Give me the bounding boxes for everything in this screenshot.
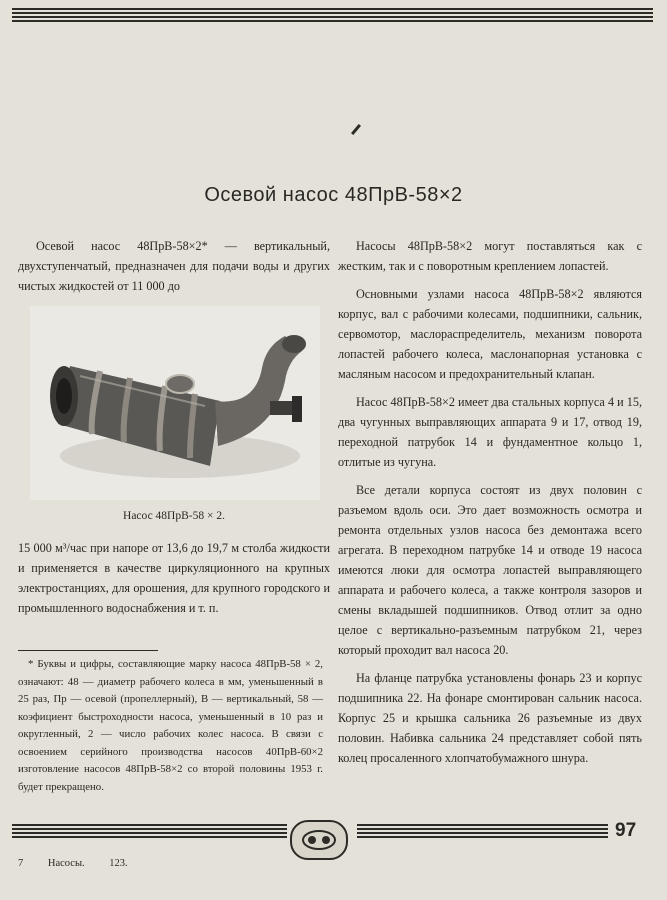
top-decorative-rule: [12, 8, 653, 24]
imprint-order: 123.: [109, 858, 128, 869]
right-paragraph: Насосы 48ПрВ-58×2 могут поставляться как с жестким, так и с поворотным креплением лопастей.: [338, 239, 642, 273]
left-column-intro: [18, 236, 330, 304]
page-number: 97: [615, 820, 637, 841]
pump-illustration: [30, 306, 320, 500]
pump-photo: [30, 306, 320, 500]
right-paragraph: Основными узлами насоса 48ПрВ-58×2 являются корпус, вал с рабочими колесами, подшипники, сальник, сервомотор, маслораспределитель, механизм поворота лопастей рабочего колеса, маслонапорная установка с масляным насосом и предохранительный клапан.: [338, 287, 642, 381]
print-mark: [351, 124, 361, 135]
right-column: [338, 236, 642, 776]
footnote-rule: [18, 650, 158, 651]
continuation-paragraph: 15 000 м³/час при напоре от 13,6 до 19,7 м столба жидкости и применяется в качестве циркуляционного на крупных электростанциях, для орошения, для крупного городского и промышленного водоснабжения и т. п.: [18, 541, 330, 615]
right-paragraph: На фланце патрубка установлены фонарь 23 и корпус подшипника 22. На фонаре смонтирован сальник насоса. Корпус 25 и крышка сальника 26 разъемные из двух половин. Набивка сальника 24 представляет собой пять колец просаленного хлопчатобумажного шнура.: [338, 671, 642, 765]
printer-imprint: [18, 858, 150, 869]
decorative-emblem-icon: [290, 820, 348, 860]
right-paragraph: Все детали корпуса состоят из двух половин с разъемом вдоль оси. Это дает возможность осмотра и ремонта отдельных узлов насоса без демонтажа всего агрегата. В переходном патрубке 14 и отводе 19 насоса имеются люки для осмотра лопастей выправляющего аппарата и рабочего колеса, а также контроля зазоров и смены вкладышей подшипников. Отвод отлит за одно целое с вертикально-разъемным патрубком 21, через который проходит вал насоса 20.: [338, 483, 642, 657]
imprint-signature: 7: [18, 858, 24, 869]
intro-paragraph: Осевой насос 48ПрВ-58×2* — вертикальный, двухступенчатый, предназначен для подачи воды и других чистых жидкостей от 11 000 до: [18, 239, 330, 293]
footnote-text: * Буквы и цифры, составляющие марку насоса 48ПрВ-58 × 2, означают: 48 — диаметр рабочего колеса в мм, уменьшенный в 25 раз, Пр — осевой (пропеллерный), В — вертикальный, 58 — коэфициент быстроходности насоса, уменьшенный в 10 раз и округленный, 2 — число рабочих колес насоса. В связи с освоением серийного производства насосов 40ПрВ-60×2 изготовление насосов 48ПрВ-58×2 со второй половины 1953 г. будет прекращено.: [18, 658, 323, 793]
right-paragraph: Насос 48ПрВ-58×2 имеет два стальных корпуса 4 и 15, два чугунных выправляющих аппарата 9 и 17, отвод 19, переходной патрубок 14 и фундаментное кольцо 1, отлитые из чугуна.: [338, 395, 642, 469]
imprint-book: Насосы.: [47, 858, 85, 869]
footnote: [18, 656, 323, 796]
figure-caption: Насос 48ПрВ-58 × 2.: [123, 510, 225, 522]
page-title: Осевой насос 48ПрВ-58×2: [204, 184, 463, 206]
left-column-continuation: [18, 538, 330, 626]
